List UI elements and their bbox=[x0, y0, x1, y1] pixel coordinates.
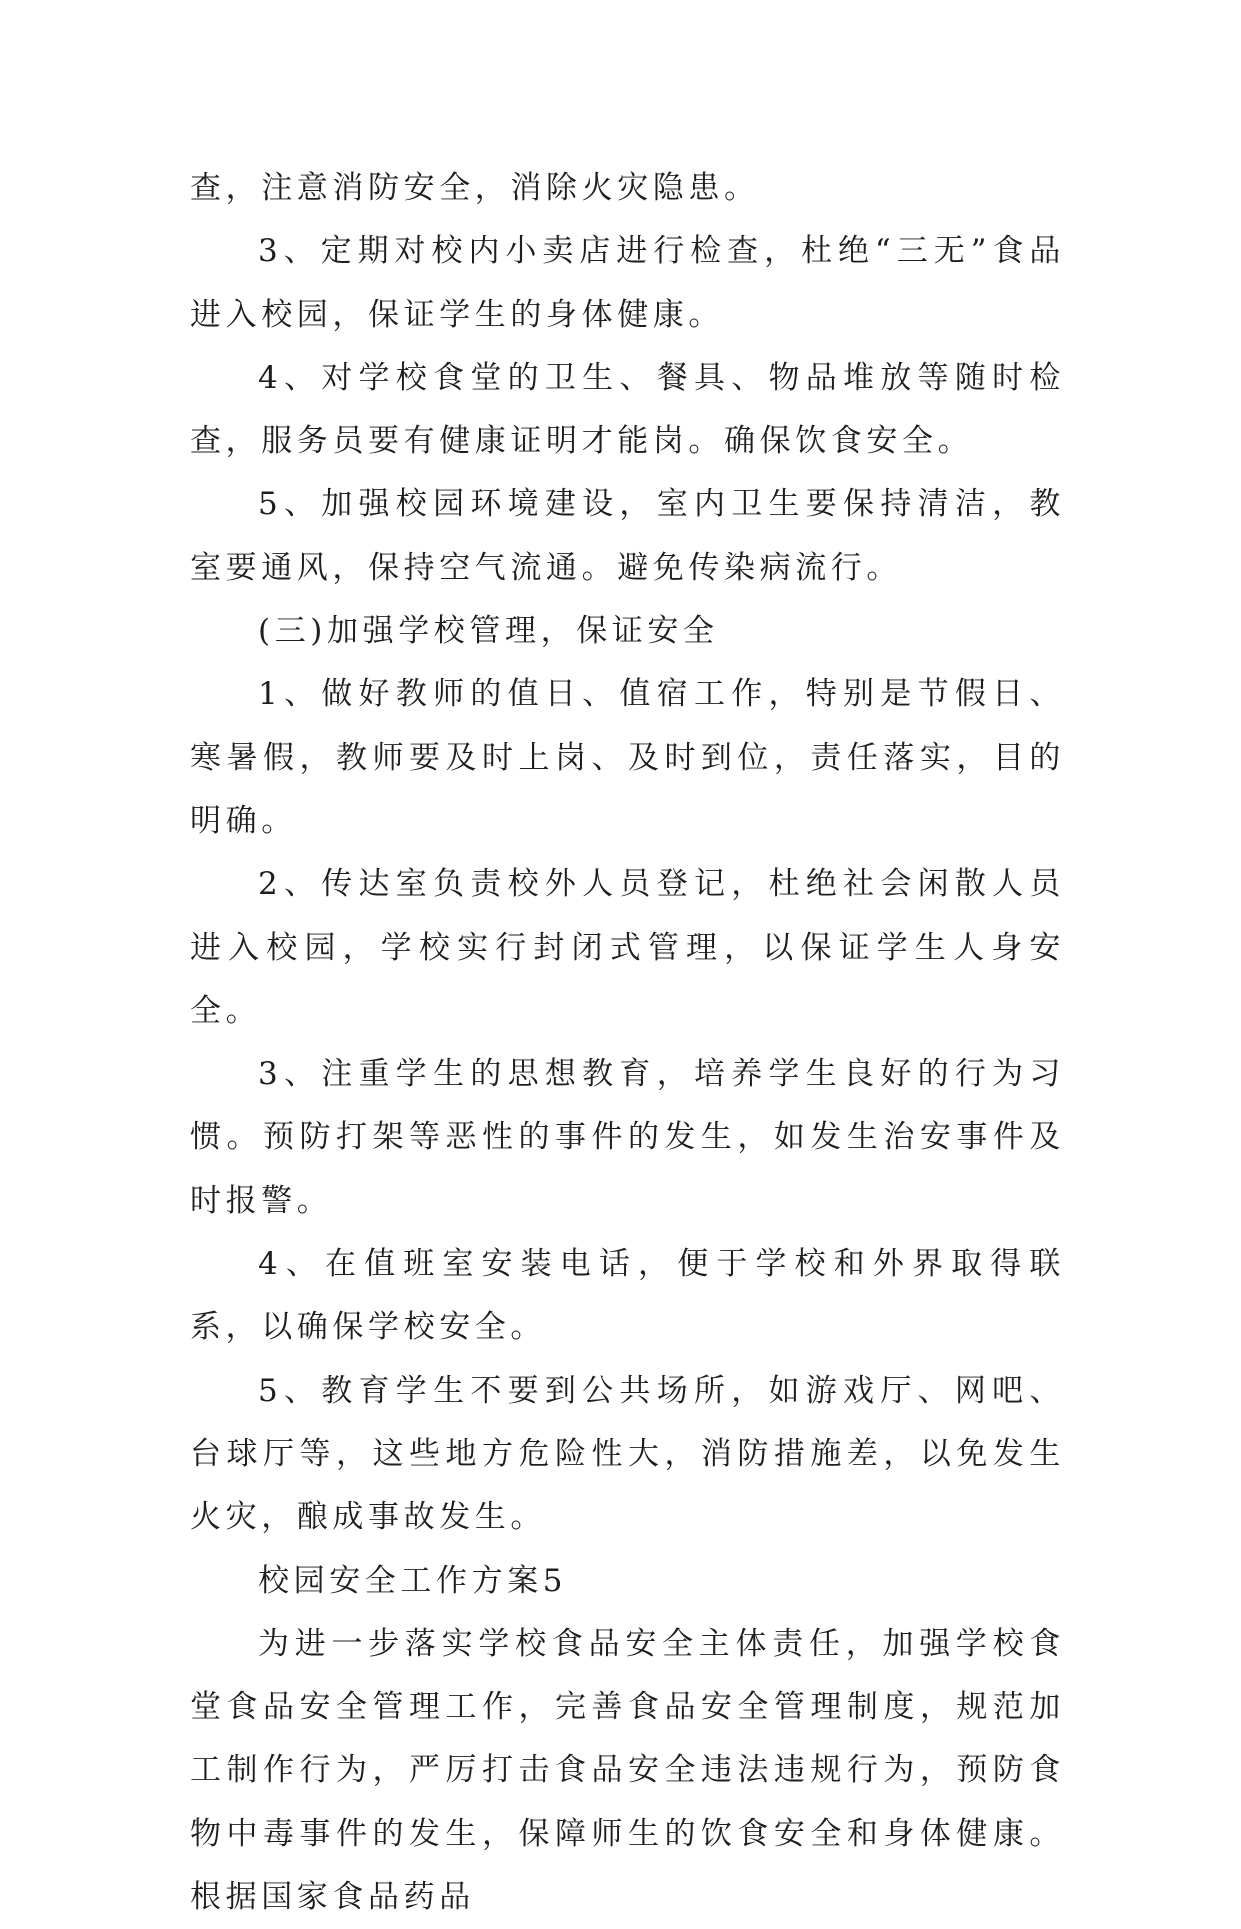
paragraph-1: 查，注意消防安全，消除火灾隐患。 bbox=[190, 170, 760, 206]
paragraph-8: 3、注重学生的思想教育，培养学生良好的行为习惯。预防打架等恶性的事件的发生，如发生治安事件及时报警。 bbox=[190, 1056, 1065, 1219]
paragraph-3: 4、对学校食堂的卫生、餐具、物品堆放等随时检查，服务员要有健康证明才能岗。确保饮食安全。 bbox=[190, 359, 1065, 460]
paragraph-12: 为进一步落实学校食品安全主体责任，加强学校食堂食品安全管理工作，完善食品安全管理制度，规范加工制作行为，严厉打击食品安全违法违规行为，预防食物中毒事件的发生，保障师生的饮食安全和身体健康。根据国家食品药品 bbox=[190, 1625, 1065, 1916]
section-heading: (三)加强学校管理，保证安全 bbox=[258, 613, 719, 650]
plan-title: 校园安全工作方案5 bbox=[258, 1562, 568, 1599]
paragraph-2: 3、定期对校内小卖店进行检查，杜绝“三无”食品进入校园，保证学生的身体健康。 bbox=[190, 233, 1065, 333]
paragraph-7: 2、传达室负责校外人员登记，杜绝社会闲散人员进入校园，学校实行封闭式管理，以保证学生人身安全。 bbox=[190, 866, 1065, 1029]
paragraph-10: 5、教育学生不要到公共场所，如游戏厅、网吧、台球厅等，这些地方危险性大，消防措施差，以免发生火灾，酿成事故发生。 bbox=[190, 1372, 1065, 1536]
paragraph-6: 1、做好教师的值日、值宿工作，特别是节假日、寒暑假，教师要及时上岗、及时到位，责任落实，目的明确。 bbox=[190, 676, 1065, 839]
paragraph-4: 5、加强校园环境建设，室内卫生要保持清洁，教室要通风，保持空气流通。避免传染病流行。 bbox=[190, 486, 1065, 586]
paragraph-9: 4、在值班室安装电话，便于学校和外界取得联系，以确保学校安全。 bbox=[190, 1246, 1065, 1346]
document-body bbox=[190, 157, 1065, 1929]
